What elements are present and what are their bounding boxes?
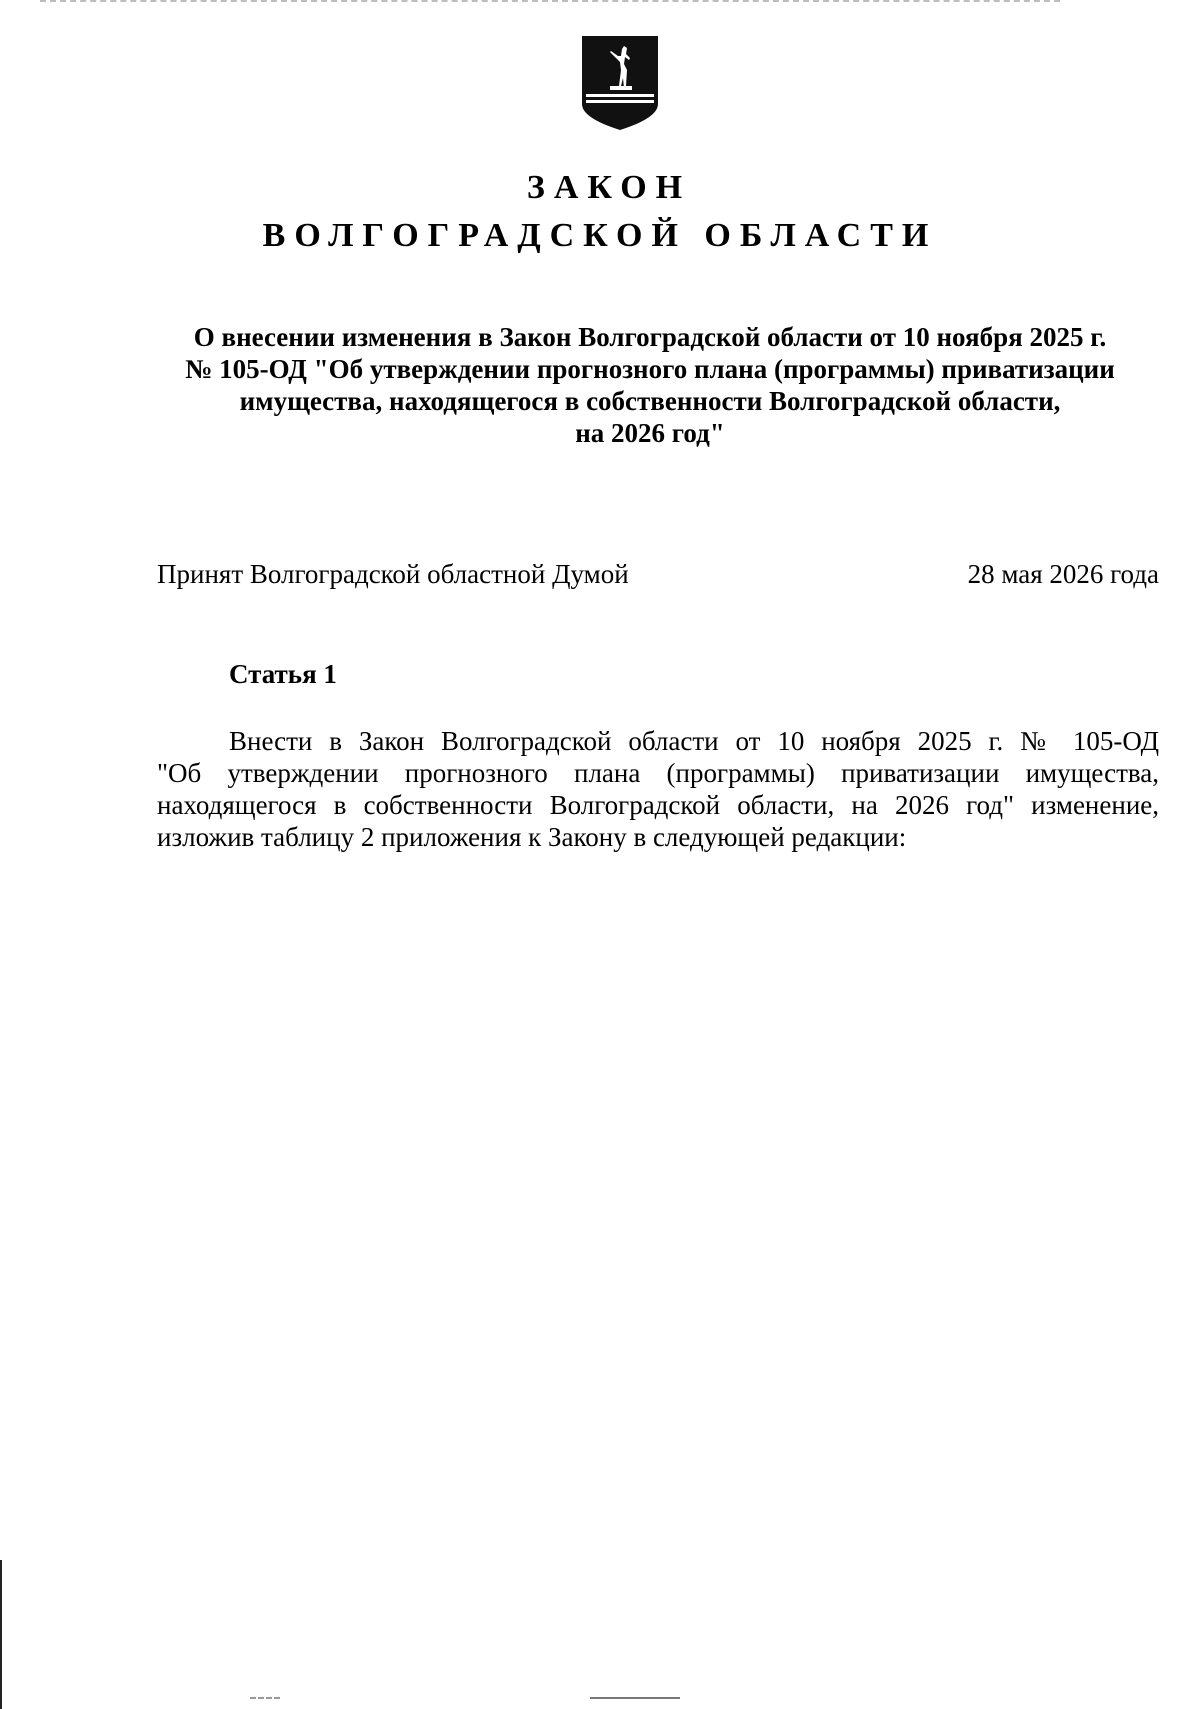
scan-edge-bottom (250, 1697, 280, 1699)
article-line: "Об утверждении прогнозного плана (программы) приватизации имущества, (157, 758, 1159, 788)
scan-edge-bottom (590, 1697, 680, 1699)
volgograd-coat-of-arms-icon (580, 34, 660, 132)
article-line: находящегося в собственности Волгоградской области, на 2026 год" изменение, (157, 790, 1159, 820)
adoption-date: 28 мая 2026 года (967, 559, 1159, 589)
subject-line: О внесении изменения в Закон Волгоградской области от 10 ноября 2025 г. (193, 322, 1107, 352)
article-line: изложив таблицу 2 приложения к Закону в следующей редакции: (157, 822, 907, 852)
law-subject (150, 321, 1150, 449)
document-title-line2: ВОЛГОГРАДСКОЙ ОБЛАСТИ (262, 217, 938, 254)
subject-line: имущества, находящегося в собственности Волгоградской области, (239, 386, 1061, 416)
article-body (157, 725, 1159, 853)
document-title-line1: ЗАКОН (526, 169, 692, 206)
adopted-by: Принят Волгоградской областной Думой (157, 559, 629, 589)
scan-edge-left (0, 1560, 2, 1709)
subject-line: № 105-ОД "Об утверждении прогнозного плана (программы) приватизации (185, 354, 1115, 384)
subject-line: на 2026 год" (575, 418, 725, 448)
scan-edge-top (40, 0, 1060, 2)
article-heading: Статья 1 (229, 659, 337, 689)
article-line: Внести в Закон Волгоградской области от 10 ноября 2025 г. № 105-ОД (229, 726, 1159, 756)
